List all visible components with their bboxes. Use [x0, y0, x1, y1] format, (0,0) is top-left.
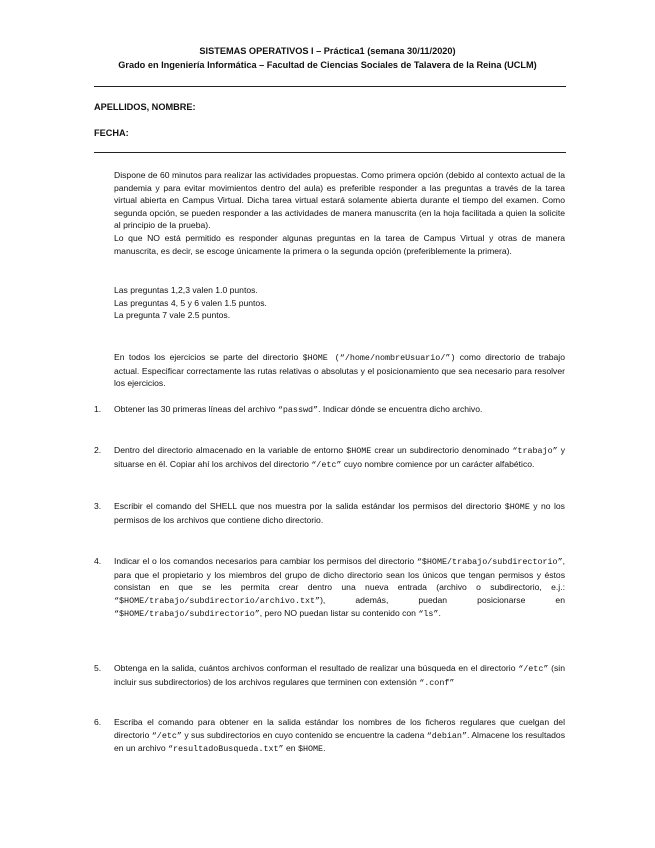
code-snippet: “$HOME/trabajo/subdirectorio/archivo.txt”	[114, 595, 321, 606]
exercise-text	[114, 555, 565, 621]
exercise-text-part: y situarse en él. Copiar ahí los archivos del directorio	[114, 445, 566, 469]
exercise-text-part: .	[323, 743, 326, 754]
exercise-2	[94, 444, 565, 471]
code-snippet: $HOME	[504, 502, 530, 512]
exercise-text-part: Dentro del directorio almacenado en la variable de entorno	[114, 445, 347, 455]
exercise-number: 6.	[94, 717, 102, 727]
code-snippet: $HOME	[297, 744, 324, 755]
code-snippet: “/etc”	[311, 459, 342, 470]
code-snippet: “trabajo”	[512, 446, 558, 456]
code-snippet: “debian”	[426, 730, 467, 741]
exercise-4	[94, 555, 565, 621]
exercise-number: 1.	[94, 404, 102, 414]
code-snippet: “/etc”	[151, 730, 182, 741]
document-header	[60, 44, 595, 72]
exercise-text-part: ), además, puedan posicionarse en	[320, 594, 565, 605]
home-variable: $HOME	[302, 353, 328, 363]
code-snippet: “/etc”	[518, 664, 549, 674]
exercise-text-part: . Almacene los resultados en un archivo	[114, 729, 565, 754]
exercise-text	[114, 662, 565, 689]
header-divider	[94, 86, 566, 87]
exercise-3	[94, 500, 565, 526]
exercise-text-part: . Indicar dónde se encuentra dicho archivo.	[318, 404, 483, 414]
name-field-label: APELLIDOS, NOMBRE:	[94, 102, 196, 112]
note-text: como directorio de trabajo actual. Especificar correctamente las rutas relativas o absolutas y el posicionamiento que sea necesario para resolver los ejercicios.	[114, 352, 565, 389]
exercise-number: 5.	[94, 663, 102, 673]
exercise-5	[94, 662, 565, 689]
exercise-1	[94, 403, 565, 417]
code-snippet: “resultadoBusqueda.txt”	[167, 744, 284, 755]
exercise-text-part: crear un subdirectorio denominado	[371, 445, 513, 455]
exercise-text-part: y sus subdirectorios en cuyo contenido se encuentre la cadena	[181, 729, 427, 740]
date-field-label: FECHA:	[94, 128, 129, 138]
intro-paragraph-1: Dispone de 60 minutos para realizar las actividades propuestas. Como primera opción (debido al contexto actual de la pandemia y para evitar movimientos dentro del aula) es preferible responder a las preguntas a través de la tarea virtual abierta en Campus Virtual. Dicha tarea virtual estará solamente abierta durante el tiempo del examen. Como segunda opción, se pueden responder a las actividades de manera manuscrita (en la hoja facilitada a quien la solicite al principio de la prueba).	[114, 170, 565, 231]
exercise-text-part: (sin incluir sus subdirectorios) de los archivos regulares que terminen con extensión	[114, 663, 565, 687]
intro-paragraph-2: Lo que NO está permitido es responder algunas preguntas en la tarea de Campus Virtual y otras de manera manuscrita, es decir, se escoge únicamente la primera o la segunda opción (preferiblemente la primera).	[114, 232, 565, 256]
exercise-number: 3.	[94, 501, 102, 511]
exercise-text-part: en	[283, 743, 298, 754]
exercise-text	[114, 444, 565, 471]
exercise-number: 2.	[94, 445, 102, 455]
code-snippet: “ls”	[418, 609, 439, 620]
exercise-text-part: , pero NO puedan listar su contenido con	[259, 608, 419, 619]
exercise-text-part: Escribir el comando del SHELL que nos muestra por la salida estándar los permisos del directorio	[114, 501, 505, 511]
working-directory-note	[114, 351, 565, 390]
exercise-text-part: Obtenga en la salida, cuántos archivos conforman el resultado de realizar una búsqueda en el directorio	[114, 663, 519, 673]
exercise-text-part: Indicar el o los comandos necesarios para cambiar los permisos del directorio	[114, 556, 417, 566]
points-item: Las preguntas 1,2,3 valen 1.0 puntos.	[114, 285, 258, 295]
code-snippet: “$HOME/trabajo/subdirectorio”	[114, 609, 260, 620]
points-list	[114, 284, 565, 322]
note-text: En todos los ejercicios se parte del directorio	[114, 352, 303, 362]
exercise-number: 4.	[94, 556, 102, 566]
exercise-text-part: y no los permisos de los archivos que contiene dicho directorio.	[114, 501, 565, 525]
header-course-title: SISTEMAS OPERATIVOS I – Práctica1 (semana 30/11/2020)	[199, 46, 456, 56]
code-snippet: $HOME	[346, 446, 372, 456]
exercise-text-part: Escriba el comando para obtener en la salida estándar los nombres de los ficheros regulares que cuelgan del directorio	[114, 717, 565, 740]
exercise-text-part: Obtener las 30 primeras líneas del archivo	[114, 404, 278, 414]
points-item: La pregunta 7 vale 2.5 puntos.	[114, 310, 231, 321]
code-snippet: “.conf”	[419, 677, 455, 688]
header-faculty: Grado en Ingeniería Informática – Facultad de Ciencias Sociales de Talavera de la Reina (UCLM)	[118, 60, 537, 70]
exercise-6	[94, 716, 565, 756]
exercise-text-part: cuyo nombre comience por un carácter alfabético.	[341, 458, 535, 469]
exercise-text	[114, 403, 565, 417]
code-snippet: “passwd”	[277, 405, 319, 415]
exercise-text	[114, 716, 565, 756]
home-path: (“/home/nombreUsuario/”)	[327, 353, 456, 363]
points-item: Las preguntas 4, 5 y 6 valen 1.5 puntos.	[114, 297, 267, 308]
intro-instructions	[114, 169, 565, 257]
exercise-text-part: .	[438, 608, 441, 619]
exercise-text	[114, 500, 565, 526]
exercise-text-part: , para que el propietario y los miembros del grupo de dicho directorio sean los únicos que tengan permisos y éstos consistan en que se les permita crear dentro una nueva entrada (archivo o subdirectorio, e.j.:	[114, 556, 565, 593]
fields-divider	[94, 152, 566, 153]
code-snippet: “$HOME/trabajo/subdirectorio”	[416, 557, 563, 567]
